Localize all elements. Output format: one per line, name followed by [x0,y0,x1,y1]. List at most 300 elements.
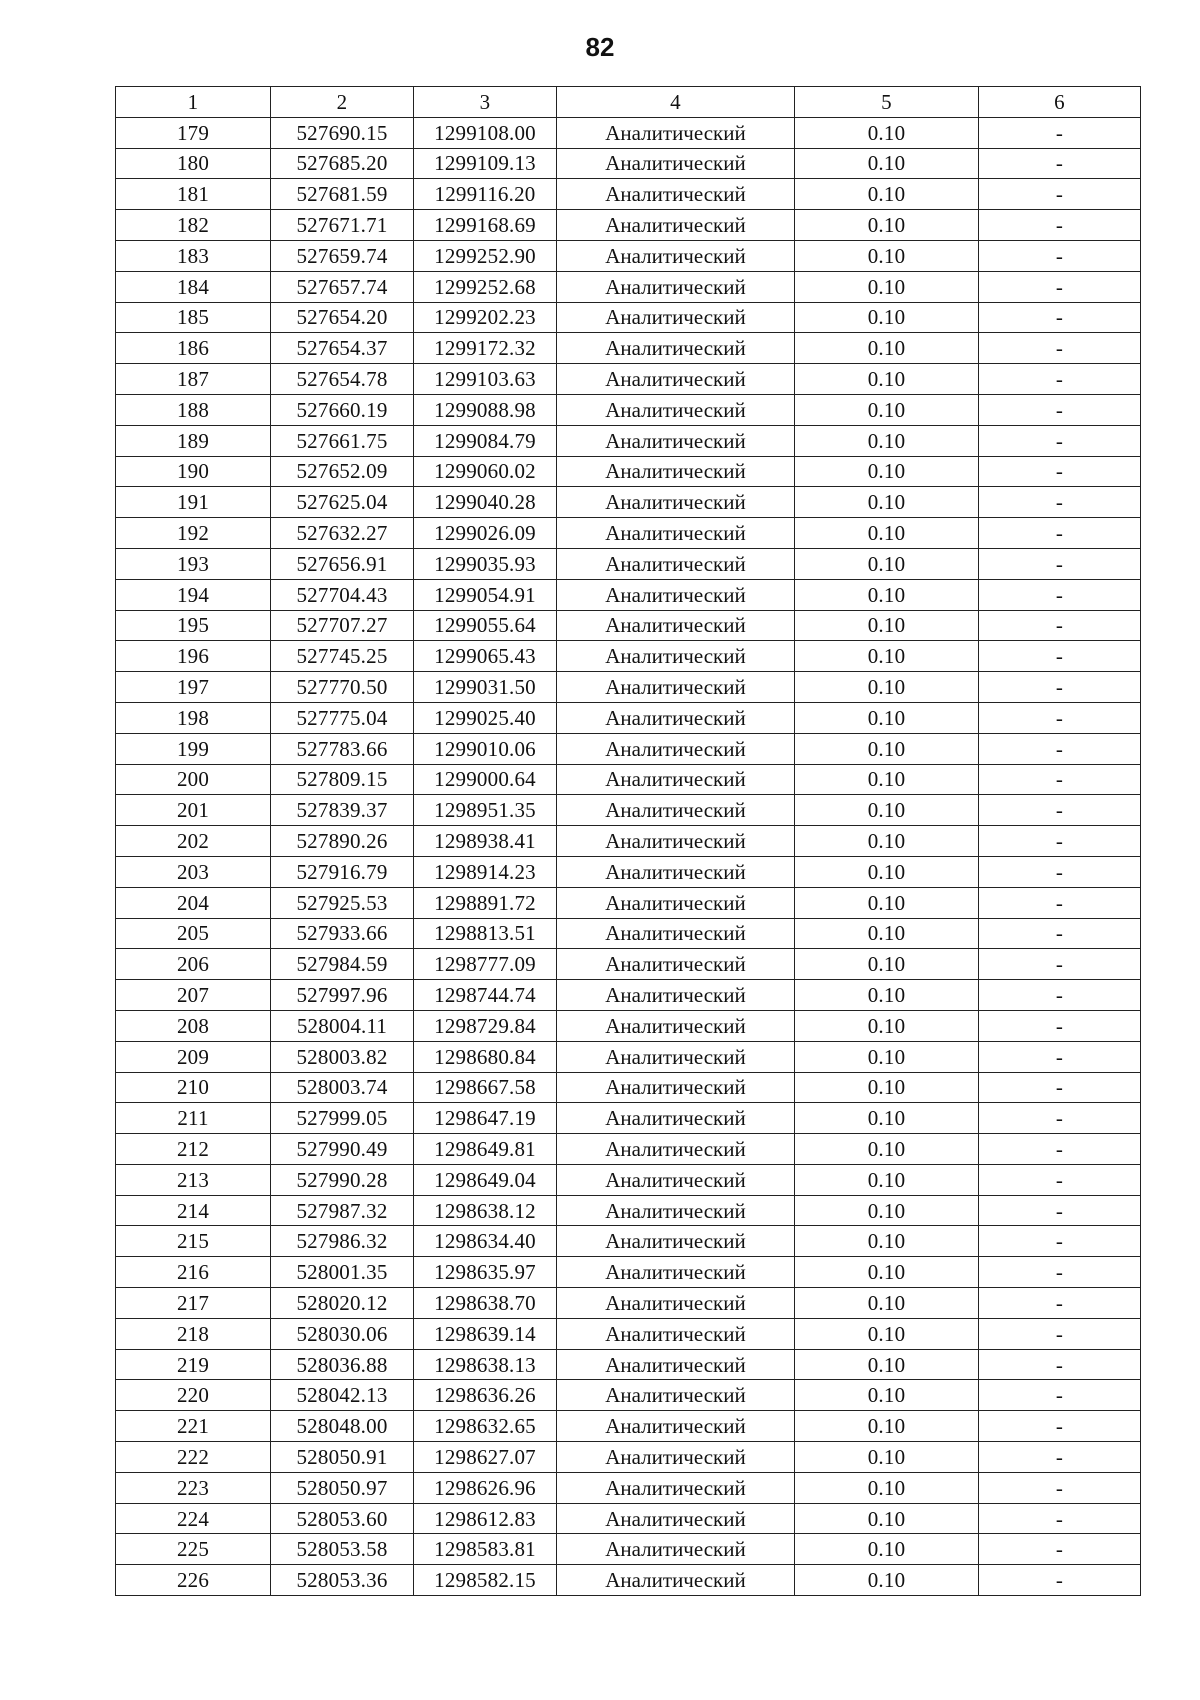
y-coordinate-cell: 1299202.23 [414,302,557,333]
y-coordinate-cell: 1298638.13 [414,1349,557,1380]
note-cell: - [979,1565,1141,1596]
method-cell: Аналитический [557,487,795,518]
method-cell: Аналитический [557,856,795,887]
header-cell-1: 1 [116,87,271,118]
point-number-cell: 191 [116,487,271,518]
accuracy-cell: 0.10 [795,364,979,395]
table-row [116,702,1141,733]
method-cell: Аналитический [557,1472,795,1503]
coordinates-table [115,86,1141,1596]
method-cell: Аналитический [557,1134,795,1165]
note-cell: - [979,1534,1141,1565]
accuracy-cell: 0.10 [795,579,979,610]
y-coordinate-cell: 1298582.15 [414,1565,557,1596]
y-coordinate-cell: 1299065.43 [414,641,557,672]
point-number-cell: 225 [116,1534,271,1565]
header-cell-6: 6 [979,87,1141,118]
y-coordinate-cell: 1298813.51 [414,918,557,949]
table-row [116,1565,1141,1596]
y-coordinate-cell: 1298938.41 [414,826,557,857]
note-cell: - [979,1411,1141,1442]
point-number-cell: 201 [116,795,271,826]
table-row [116,1442,1141,1473]
header-cell-2: 2 [271,87,414,118]
accuracy-cell: 0.10 [795,1226,979,1257]
accuracy-cell: 0.10 [795,764,979,795]
method-cell: Аналитический [557,1534,795,1565]
method-cell: Аналитический [557,1164,795,1195]
table-row [116,302,1141,333]
accuracy-cell: 0.10 [795,1349,979,1380]
method-cell: Аналитический [557,1226,795,1257]
method-cell: Аналитический [557,918,795,949]
y-coordinate-cell: 1299060.02 [414,456,557,487]
note-cell: - [979,333,1141,364]
x-coordinate-cell: 528001.35 [271,1257,414,1288]
x-coordinate-cell: 527625.04 [271,487,414,518]
accuracy-cell: 0.10 [795,487,979,518]
point-number-cell: 196 [116,641,271,672]
table-row [116,1318,1141,1349]
table-row [116,518,1141,549]
note-cell: - [979,887,1141,918]
point-number-cell: 210 [116,1072,271,1103]
note-cell: - [979,148,1141,179]
y-coordinate-cell: 1298951.35 [414,795,557,826]
accuracy-cell: 0.10 [795,887,979,918]
y-coordinate-cell: 1299088.98 [414,394,557,425]
point-number-cell: 192 [116,518,271,549]
y-coordinate-cell: 1298639.14 [414,1318,557,1349]
x-coordinate-cell: 527999.05 [271,1103,414,1134]
y-coordinate-cell: 1298638.70 [414,1288,557,1319]
method-cell: Аналитический [557,518,795,549]
method-cell: Аналитический [557,1103,795,1134]
y-coordinate-cell: 1298627.07 [414,1442,557,1473]
table-row [116,672,1141,703]
method-cell: Аналитический [557,610,795,641]
note-cell: - [979,518,1141,549]
accuracy-cell: 0.10 [795,394,979,425]
x-coordinate-cell: 527997.96 [271,980,414,1011]
y-coordinate-cell: 1299172.32 [414,333,557,364]
y-coordinate-cell: 1298626.96 [414,1472,557,1503]
method-cell: Аналитический [557,179,795,210]
y-coordinate-cell: 1298634.40 [414,1226,557,1257]
note-cell: - [979,1103,1141,1134]
y-coordinate-cell: 1298680.84 [414,1041,557,1072]
accuracy-cell: 0.10 [795,1288,979,1319]
note-cell: - [979,641,1141,672]
y-coordinate-cell: 1299252.68 [414,271,557,302]
accuracy-cell: 0.10 [795,1257,979,1288]
point-number-cell: 219 [116,1349,271,1380]
note-cell: - [979,240,1141,271]
note-cell: - [979,1072,1141,1103]
method-cell: Аналитический [557,1010,795,1041]
y-coordinate-cell: 1299026.09 [414,518,557,549]
x-coordinate-cell: 527890.26 [271,826,414,857]
x-coordinate-cell: 527916.79 [271,856,414,887]
method-cell: Аналитический [557,949,795,980]
accuracy-cell: 0.10 [795,148,979,179]
accuracy-cell: 0.10 [795,271,979,302]
method-cell: Аналитический [557,672,795,703]
accuracy-cell: 0.10 [795,548,979,579]
method-cell: Аналитический [557,1041,795,1072]
x-coordinate-cell: 527657.74 [271,271,414,302]
method-cell: Аналитический [557,1257,795,1288]
table-row [116,1288,1141,1319]
point-number-cell: 181 [116,179,271,210]
point-number-cell: 189 [116,425,271,456]
point-number-cell: 215 [116,1226,271,1257]
x-coordinate-cell: 527654.37 [271,333,414,364]
x-coordinate-cell: 527654.20 [271,302,414,333]
method-cell: Аналитический [557,456,795,487]
x-coordinate-cell: 527987.32 [271,1195,414,1226]
point-number-cell: 195 [116,610,271,641]
table-row [116,1041,1141,1072]
y-coordinate-cell: 1299010.06 [414,733,557,764]
accuracy-cell: 0.10 [795,610,979,641]
y-coordinate-cell: 1299000.64 [414,764,557,795]
point-number-cell: 202 [116,826,271,857]
note-cell: - [979,826,1141,857]
note-cell: - [979,302,1141,333]
y-coordinate-cell: 1299054.91 [414,579,557,610]
method-cell: Аналитический [557,1565,795,1596]
table-row [116,1010,1141,1041]
accuracy-cell: 0.10 [795,949,979,980]
table-row [116,856,1141,887]
note-cell: - [979,764,1141,795]
accuracy-cell: 0.10 [795,1195,979,1226]
note-cell: - [979,918,1141,949]
note-cell: - [979,364,1141,395]
point-number-cell: 182 [116,210,271,241]
accuracy-cell: 0.10 [795,1565,979,1596]
table-row [116,210,1141,241]
x-coordinate-cell: 527690.15 [271,117,414,148]
x-coordinate-cell: 528030.06 [271,1318,414,1349]
x-coordinate-cell: 527984.59 [271,949,414,980]
point-number-cell: 204 [116,887,271,918]
table-row [116,641,1141,672]
note-cell: - [979,1472,1141,1503]
y-coordinate-cell: 1299055.64 [414,610,557,641]
x-coordinate-cell: 527745.25 [271,641,414,672]
table-row [116,1103,1141,1134]
point-number-cell: 226 [116,1565,271,1596]
point-number-cell: 208 [116,1010,271,1041]
x-coordinate-cell: 527770.50 [271,672,414,703]
point-number-cell: 221 [116,1411,271,1442]
point-number-cell: 198 [116,702,271,733]
accuracy-cell: 0.10 [795,1103,979,1134]
accuracy-cell: 0.10 [795,641,979,672]
table-row [116,949,1141,980]
x-coordinate-cell: 528003.82 [271,1041,414,1072]
x-coordinate-cell: 528003.74 [271,1072,414,1103]
header-cell-4: 4 [557,87,795,118]
table-row [116,333,1141,364]
note-cell: - [979,1442,1141,1473]
x-coordinate-cell: 528053.60 [271,1503,414,1534]
x-coordinate-cell: 528053.58 [271,1534,414,1565]
note-cell: - [979,1288,1141,1319]
accuracy-cell: 0.10 [795,240,979,271]
point-number-cell: 179 [116,117,271,148]
note-cell: - [979,456,1141,487]
point-number-cell: 184 [116,271,271,302]
method-cell: Аналитический [557,764,795,795]
y-coordinate-cell: 1298649.04 [414,1164,557,1195]
accuracy-cell: 0.10 [795,826,979,857]
method-cell: Аналитический [557,425,795,456]
accuracy-cell: 0.10 [795,1010,979,1041]
method-cell: Аналитический [557,980,795,1011]
note-cell: - [979,949,1141,980]
y-coordinate-cell: 1299252.90 [414,240,557,271]
method-cell: Аналитический [557,702,795,733]
table-row [116,1072,1141,1103]
accuracy-cell: 0.10 [795,918,979,949]
method-cell: Аналитический [557,795,795,826]
y-coordinate-cell: 1299168.69 [414,210,557,241]
y-coordinate-cell: 1299031.50 [414,672,557,703]
table-row [116,1164,1141,1195]
point-number-cell: 205 [116,918,271,949]
x-coordinate-cell: 527704.43 [271,579,414,610]
note-cell: - [979,117,1141,148]
accuracy-cell: 0.10 [795,456,979,487]
y-coordinate-cell: 1299025.40 [414,702,557,733]
y-coordinate-cell: 1299116.20 [414,179,557,210]
accuracy-cell: 0.10 [795,1534,979,1565]
table-row [116,1134,1141,1165]
table-row [116,148,1141,179]
accuracy-cell: 0.10 [795,702,979,733]
x-coordinate-cell: 528020.12 [271,1288,414,1319]
y-coordinate-cell: 1298667.58 [414,1072,557,1103]
table-row [116,733,1141,764]
table-row [116,1411,1141,1442]
point-number-cell: 218 [116,1318,271,1349]
x-coordinate-cell: 528050.97 [271,1472,414,1503]
y-coordinate-cell: 1298649.81 [414,1134,557,1165]
method-cell: Аналитический [557,148,795,179]
accuracy-cell: 0.10 [795,733,979,764]
method-cell: Аналитический [557,117,795,148]
method-cell: Аналитический [557,1195,795,1226]
table-row [116,394,1141,425]
note-cell: - [979,795,1141,826]
table-row [116,117,1141,148]
table-row [116,764,1141,795]
y-coordinate-cell: 1299103.63 [414,364,557,395]
y-coordinate-cell: 1298638.12 [414,1195,557,1226]
method-cell: Аналитический [557,240,795,271]
method-cell: Аналитический [557,1349,795,1380]
table-row [116,487,1141,518]
x-coordinate-cell: 528004.11 [271,1010,414,1041]
y-coordinate-cell: 1298612.83 [414,1503,557,1534]
x-coordinate-cell: 528036.88 [271,1349,414,1380]
table-row [116,579,1141,610]
accuracy-cell: 0.10 [795,795,979,826]
x-coordinate-cell: 528042.13 [271,1380,414,1411]
accuracy-cell: 0.10 [795,856,979,887]
point-number-cell: 217 [116,1288,271,1319]
note-cell: - [979,394,1141,425]
y-coordinate-cell: 1298729.84 [414,1010,557,1041]
note-cell: - [979,487,1141,518]
x-coordinate-cell: 527654.78 [271,364,414,395]
point-number-cell: 180 [116,148,271,179]
method-cell: Аналитический [557,302,795,333]
note-cell: - [979,1380,1141,1411]
point-number-cell: 203 [116,856,271,887]
table-row [116,1472,1141,1503]
x-coordinate-cell: 527933.66 [271,918,414,949]
x-coordinate-cell: 527783.66 [271,733,414,764]
table-row [116,1349,1141,1380]
table-row [116,548,1141,579]
point-number-cell: 222 [116,1442,271,1473]
point-number-cell: 223 [116,1472,271,1503]
note-cell: - [979,1349,1141,1380]
note-cell: - [979,1226,1141,1257]
table-row [116,240,1141,271]
point-number-cell: 209 [116,1041,271,1072]
note-cell: - [979,1318,1141,1349]
table-row [116,795,1141,826]
method-cell: Аналитический [557,579,795,610]
table-row [116,425,1141,456]
note-cell: - [979,1195,1141,1226]
method-cell: Аналитический [557,394,795,425]
table-row [116,610,1141,641]
note-cell: - [979,856,1141,887]
point-number-cell: 211 [116,1103,271,1134]
point-number-cell: 188 [116,394,271,425]
note-cell: - [979,1164,1141,1195]
point-number-cell: 190 [116,456,271,487]
x-coordinate-cell: 527990.28 [271,1164,414,1195]
table-row [116,1195,1141,1226]
x-coordinate-cell: 527990.49 [271,1134,414,1165]
accuracy-cell: 0.10 [795,333,979,364]
point-number-cell: 214 [116,1195,271,1226]
point-number-cell: 193 [116,548,271,579]
note-cell: - [979,702,1141,733]
method-cell: Аналитический [557,271,795,302]
accuracy-cell: 0.10 [795,1503,979,1534]
x-coordinate-cell: 527656.91 [271,548,414,579]
point-number-cell: 187 [116,364,271,395]
accuracy-cell: 0.10 [795,425,979,456]
y-coordinate-cell: 1299108.00 [414,117,557,148]
point-number-cell: 186 [116,333,271,364]
accuracy-cell: 0.10 [795,672,979,703]
table-row [116,1534,1141,1565]
header-cell-5: 5 [795,87,979,118]
x-coordinate-cell: 527809.15 [271,764,414,795]
x-coordinate-cell: 527661.75 [271,425,414,456]
method-cell: Аналитический [557,364,795,395]
note-cell: - [979,271,1141,302]
point-number-cell: 197 [116,672,271,703]
x-coordinate-cell: 527775.04 [271,702,414,733]
x-coordinate-cell: 527659.74 [271,240,414,271]
note-cell: - [979,610,1141,641]
method-cell: Аналитический [557,1380,795,1411]
table-row [116,980,1141,1011]
accuracy-cell: 0.10 [795,1072,979,1103]
x-coordinate-cell: 527707.27 [271,610,414,641]
table-body [116,117,1141,1595]
point-number-cell: 206 [116,949,271,980]
note-cell: - [979,1257,1141,1288]
note-cell: - [979,1041,1141,1072]
x-coordinate-cell: 527671.71 [271,210,414,241]
point-number-cell: 212 [116,1134,271,1165]
method-cell: Аналитический [557,1288,795,1319]
note-cell: - [979,1503,1141,1534]
method-cell: Аналитический [557,887,795,918]
y-coordinate-cell: 1298914.23 [414,856,557,887]
x-coordinate-cell: 527652.09 [271,456,414,487]
table-row [116,456,1141,487]
point-number-cell: 185 [116,302,271,333]
table-row [116,1257,1141,1288]
note-cell: - [979,425,1141,456]
accuracy-cell: 0.10 [795,179,979,210]
header-row [116,87,1141,118]
accuracy-cell: 0.10 [795,1164,979,1195]
header-cell-3: 3 [414,87,557,118]
method-cell: Аналитический [557,1072,795,1103]
x-coordinate-cell: 527681.59 [271,179,414,210]
y-coordinate-cell: 1299040.28 [414,487,557,518]
y-coordinate-cell: 1298632.65 [414,1411,557,1442]
y-coordinate-cell: 1299035.93 [414,548,557,579]
y-coordinate-cell: 1298777.09 [414,949,557,980]
point-number-cell: 213 [116,1164,271,1195]
x-coordinate-cell: 527925.53 [271,887,414,918]
table-row [116,826,1141,857]
y-coordinate-cell: 1298891.72 [414,887,557,918]
accuracy-cell: 0.10 [795,1134,979,1165]
table-row [116,364,1141,395]
note-cell: - [979,733,1141,764]
method-cell: Аналитический [557,548,795,579]
x-coordinate-cell: 528050.91 [271,1442,414,1473]
table-row [116,271,1141,302]
accuracy-cell: 0.10 [795,1472,979,1503]
method-cell: Аналитический [557,333,795,364]
note-cell: - [979,179,1141,210]
x-coordinate-cell: 527986.32 [271,1226,414,1257]
table-row [116,1380,1141,1411]
point-number-cell: 216 [116,1257,271,1288]
point-number-cell: 183 [116,240,271,271]
table-row [116,918,1141,949]
method-cell: Аналитический [557,1411,795,1442]
point-number-cell: 207 [116,980,271,1011]
accuracy-cell: 0.10 [795,518,979,549]
